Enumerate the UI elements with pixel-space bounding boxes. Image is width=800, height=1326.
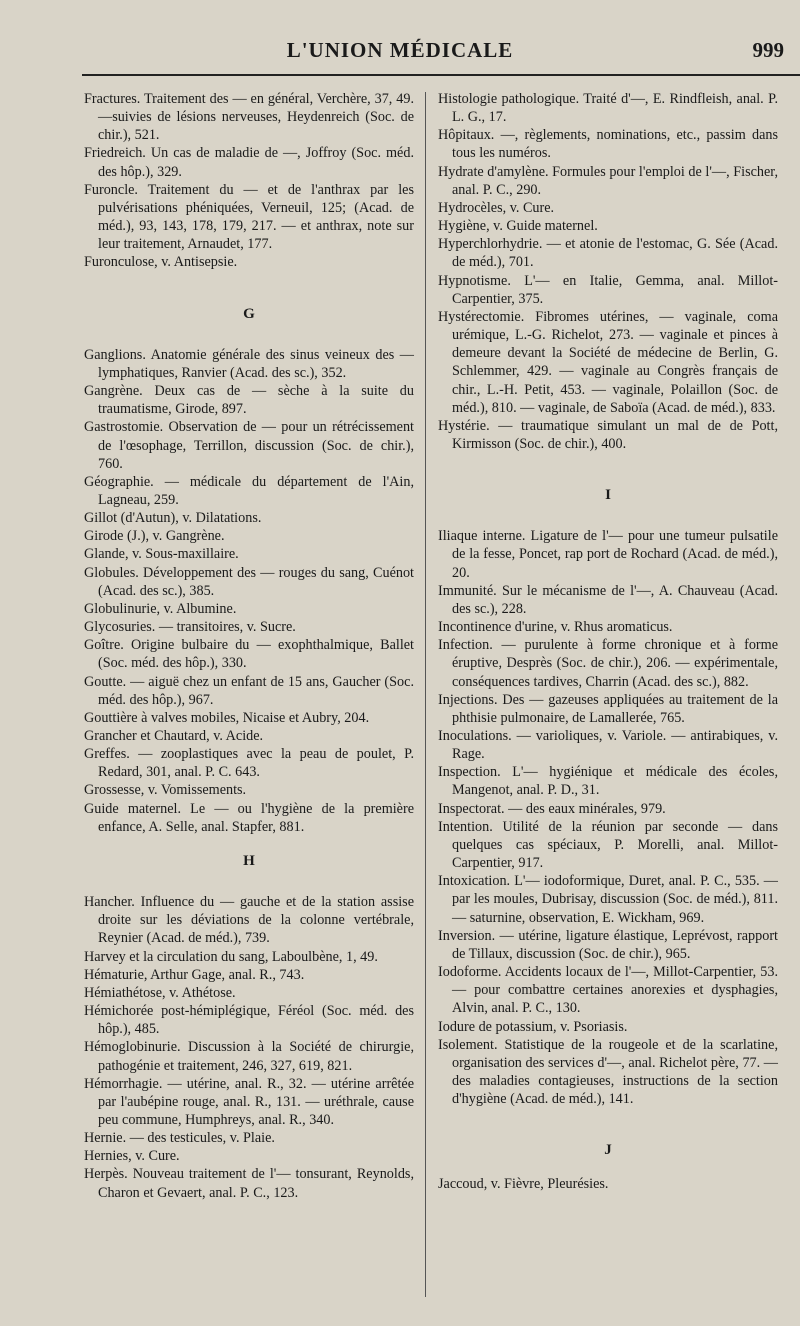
index-entry: Inoculations. — varioliques, v. Variole. — antirabiques, v. Rage. [438, 728, 778, 763]
section-h [84, 893, 414, 1202]
index-entry: Gastrostomie. Observation de — pour un rétrécissement de l'œsophage, Terrillon, discussion (Soc. de chir.), 760. [84, 419, 414, 472]
left-column [84, 90, 414, 1202]
page-header [0, 36, 800, 66]
column-divider [425, 92, 426, 1297]
section-letter-h: H [243, 852, 255, 869]
section-g [84, 346, 414, 836]
index-entry: Géographie. — médicale du département de l'Ain, Lagneau, 259. [84, 473, 414, 508]
index-entry: Hystérie. — traumatique simulant un mal de de Pott, Kirmisson (Soc. de chir.), 400. [438, 417, 778, 452]
index-entry: Globulinurie, v. Albumine. [84, 600, 237, 617]
section-i [438, 527, 778, 1108]
index-entry: Grancher et Chautard, v. Acide. [84, 728, 264, 744]
index-entry: Glande, v. Sous-maxillaire. [84, 546, 239, 563]
index-entry: Inversion. — utérine, ligature élastique, Leprévost, rapport de Tillaux, discussion (Soc. de chir.), 965. [438, 927, 778, 962]
section-h-continued [438, 90, 778, 453]
index-entry: Furonculose, v. Antisepsie. [84, 254, 238, 271]
index-entry: Incontinence d'urine, v. Rhus aromaticus. [438, 619, 673, 636]
index-entry: Histologie pathologique. Traité d'—, E. Rindfleish, anal. P. L. G., 17. [438, 91, 778, 126]
index-entry: Harvey et la circulation du sang, Laboulbène, 1, 49. [84, 948, 378, 965]
index-entry: Hypnotisme. L'— en Italie, Gemma, anal. Millot-Carpentier, 375. [438, 272, 778, 307]
index-entry: Iliaque interne. Ligature de l'— pour une tumeur pulsatile de la fesse, Poncet, rap port de Rochard (Acad. de méd.), 20. [438, 528, 778, 581]
section-letter-j: J [604, 1142, 612, 1159]
index-entry: Grossesse, v. Vomissements. [84, 782, 247, 799]
index-entry: Hémoglobinurie. Discussion à la Société de chirurgie, pathogénie et traitement, 246, 327, 619, 821. [84, 1039, 414, 1074]
index-entry: Ganglions. Anatomie générale des sinus veineux des — lymphatiques, Ranvier (Acad. des sc.), 352. [84, 346, 414, 381]
index-entry: Hématurie, Arthur Gage, anal. R., 743. [84, 966, 305, 983]
index-entry: Iodure de potassium, v. Psoriasis. [438, 1018, 628, 1035]
index-entry: Greffes. — zooplastiques avec la peau de poulet, P. Redard, 301, anal. P. C. 643. [84, 746, 414, 781]
index-entry: Glycosuries. — transitoires, v. Sucre. [84, 619, 296, 636]
index-entry: Furoncle. Traitement du — et de l'anthrax par les pulvérisations phéniquées, Verneuil, 125; (Acad. de méd.), 93, 143, 178, 179, 217. — et anthrax, note sur leur traitement, Arnaudet, 177. [84, 181, 414, 253]
index-entry: Hernies, v. Cure. [84, 1148, 180, 1165]
index-entry: Girode (J.), v. Gangrène. [84, 528, 225, 545]
page-number: 999 [752, 38, 784, 62]
index-entry: Hydrocèles, v. Cure. [438, 199, 555, 216]
index-entry: Injections. Des — gazeuses appliquées au traitement de la phthisie pulmonaire, de Lamallerée, 765. [438, 691, 778, 726]
header-rule [82, 74, 800, 76]
index-entry: Guide maternel. Le — ou l'hygiène de la première enfance, A. Selle, anal. Stapfer, 881. [84, 800, 414, 835]
index-entry: Hystérectomie. Fibromes utérines, — vaginale, coma urémique, L.-G. Richelot, 273. — vaginale et pinces à demeure devant la Société de médecine de Berlin, G. Schlemmer, 429. — vaginale au Congrès français de chir., L.-H. Petit, 453. — vaginale, Polaillon (Soc. de méd.), 810. — vaginale, de Saboïa (Acad. de méd.), 833. [438, 308, 778, 416]
index-entry: Infection. — purulente à forme chronique et à forme éruptive, Desprès (Soc. de chir.), 206. — expérimentale, conséquences tardives, Charrin (Acad. des sc.), 882. [438, 637, 778, 690]
index-entry: Inspectorat. — des eaux minérales, 979. [438, 800, 666, 817]
index-entry: Hôpitaux. —, règlements, nominations, etc., passim dans tous les numéros. [438, 127, 778, 162]
index-entry: Gouttière à valves mobiles, Nicaise et Aubry, 204. [84, 709, 370, 726]
index-entry: Hancher. Influence du — gauche et de la station assise droite sur les déviations de la colonne vertébrale, Reynier (Acad. de méd.), 739. [84, 894, 414, 947]
index-entry: Friedreich. Un cas de maladie de —, Joffroy (Soc. méd. des hôp.), 329. [84, 145, 414, 180]
index-entry: Hémichorée post-hémiplégique, Féréol (Soc. méd. des hôp.), 485. [84, 1003, 414, 1038]
index-entry: Iodoforme. Accidents locaux de l'—, Millot-Carpentier, 53. — pour combattre certaines anorexies et dysphagies, Alvin, anal. P. C., 130. [438, 964, 778, 1017]
section-letter-i: I [605, 487, 611, 504]
index-entry: Gillot (d'Autun), v. Dilatations. [84, 510, 262, 527]
index-entry: Immunité. Sur le mécanisme de l'—, A. Chauveau (Acad. des sc.), 228. [438, 582, 778, 617]
index-entry: Hémorrhagie. — utérine, anal. R., 32. — utérine arrêtée par l'aubépine rouge, anal. R., 131. — uréthrale, cause peu commune, Humphreys, anal. R., 340. [84, 1075, 414, 1128]
index-entry: Herpès. Nouveau traitement de l'— tonsurant, Reynolds, Charon et Gevaert, anal. P. C., 123. [84, 1166, 414, 1201]
index-entry: Hernie. — des testicules, v. Plaie. [84, 1130, 275, 1147]
index-entry: Fractures. Traitement des — en général, Verchère, 37, 49.—suivies de lésions nerveuses, Heydenreich (Soc. de chir.), 521. [84, 91, 414, 144]
index-entry: Hyperchlorhydrie. — et atonie de l'estomac, G. Sée (Acad. de méd.), 701. [438, 236, 778, 271]
index-entry: Intoxication. L'— iodoformique, Duret, anal. P. C., 535. — par les moules, Dubrisay, discussion (Soc. de méd.), 811. — saturnine, observation, E. Wickham, 969. [438, 873, 778, 926]
index-entry: Hygiène, v. Guide maternel. [438, 218, 598, 235]
index-entry: Hémiathétose, v. Athétose. [84, 984, 236, 1001]
running-title: L'UNION MÉDICALE [286, 38, 514, 62]
index-entry: Hydrate d'amylène. Formules pour l'emploi de l'—, Fischer, anal. P. C., 290. [438, 163, 778, 198]
index-entry: Isolement. Statistique de la rougeole et de la scarlatine, organisation des services d'—, anal. Richelot père, 77. — des maladies contagieuses, instructions de la section d'hygiène (Acad. de méd.), 141. [438, 1036, 778, 1108]
index-entry: Inspection. L'— hygiénique et médicale des écoles, Mangenot, anal. P. D., 31. [438, 764, 778, 799]
right-column [438, 90, 778, 1194]
section-j [438, 1175, 778, 1193]
section-f [84, 90, 414, 272]
index-entry: Goître. Origine bulbaire du — exophthalmique, Ballet (Soc. méd. des hôp.), 330. [84, 637, 414, 672]
index-entry: Gangrène. Deux cas de — sèche à la suite du traumatisme, Girode, 897. [84, 383, 414, 418]
index-entry: Jaccoud, v. Fièvre, Pleurésies. [438, 1176, 609, 1193]
section-letter-g: G [243, 305, 255, 322]
index-entry: Intention. Utilité de la réunion par seconde — dans quelques cas spéciaux, P. Morelli, anal. Millot-Carpentier, 917. [438, 818, 778, 872]
index-entry: Goutte. — aiguë chez un enfant de 15 ans, Gaucher (Soc. méd. des hôp.), 967. [84, 673, 414, 708]
index-entry: Globules. Développement des — rouges du sang, Cuénot (Acad. des sc.), 385. [84, 564, 414, 599]
